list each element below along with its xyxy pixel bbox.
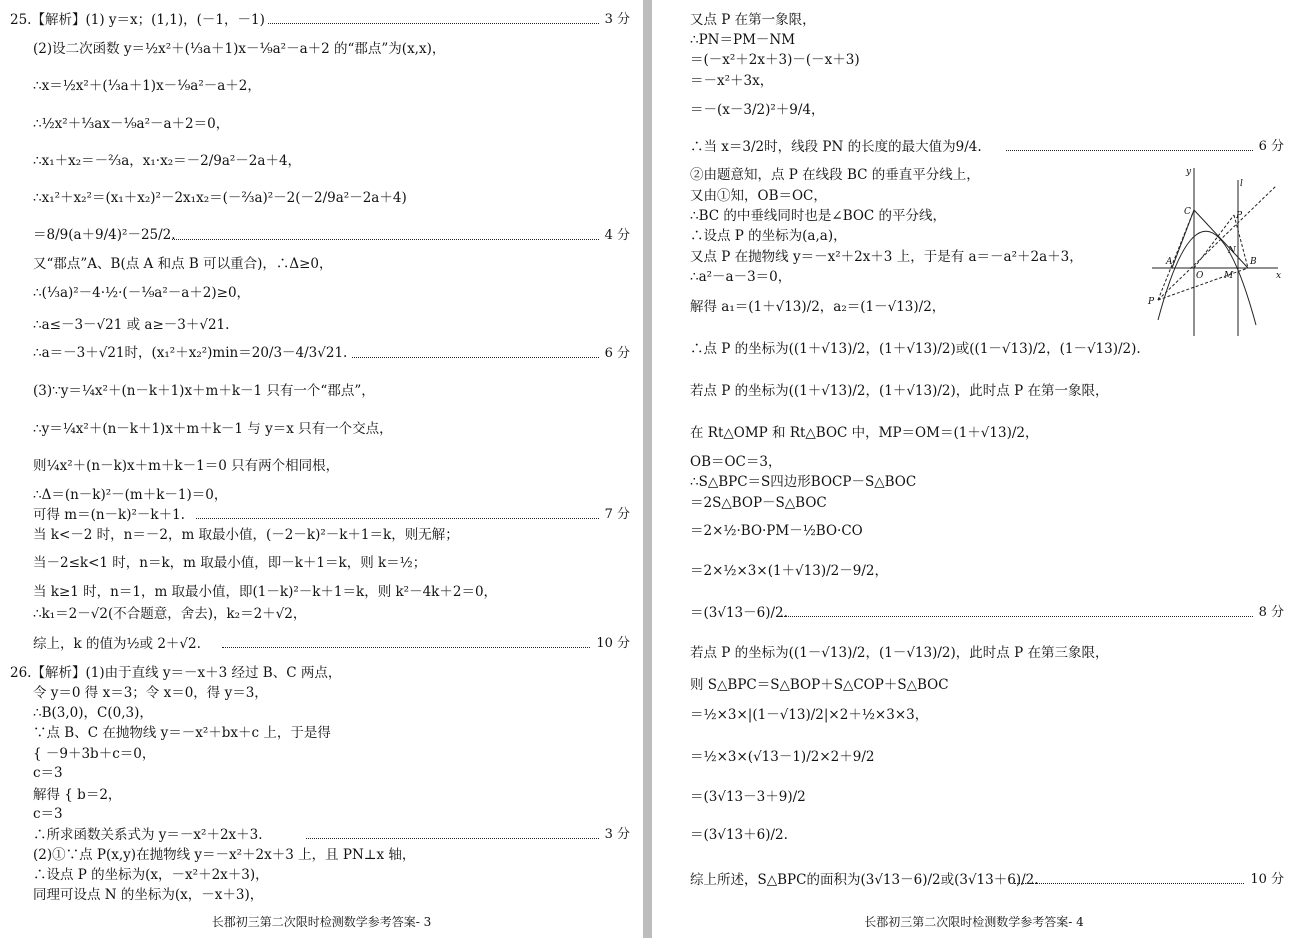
graph-label: N	[1228, 246, 1236, 256]
text-line: ＝½×3×|(1－√13)/2|×2＋½×3×3，	[690, 707, 929, 723]
text-line: ∴x₁＋x₂＝－⅔a，x₁·x₂＝－2/9a²－2a＋4，	[33, 153, 302, 169]
text-line: ∴x＝½x²＋(⅓a＋1)x－⅑a²－a＋2，	[33, 78, 261, 94]
score-label: 7 分	[604, 507, 630, 522]
graph-label: O	[1196, 271, 1204, 281]
graph-label: M	[1224, 271, 1234, 281]
text-line: ＝2×½·BO·PM－½BO·CO	[690, 523, 863, 539]
graph-label: P	[1236, 211, 1243, 221]
text-line: ∴Δ＝(n－k)²－(m＋k－1)＝0，	[33, 487, 228, 503]
graph-label: A	[1166, 257, 1173, 267]
score-label: 8 分	[1258, 605, 1284, 620]
text-line: ∴当 x＝3/2时，线段 PN 的长度的最大值为9/4.	[690, 139, 982, 155]
text-line: ∴a＝－3＋√21时，(x₁²＋x₂²)min＝20/3－4/3√21.	[33, 345, 348, 361]
score-label: 10 分	[596, 636, 630, 651]
text-line: 令 y＝0 得 x＝3；令 x＝0，得 y＝3，	[33, 685, 268, 701]
text-line: ∴BC 的中垂线同时也是∠BOC 的平分线，	[690, 208, 947, 224]
score-leader	[1006, 139, 1284, 155]
score-leader	[172, 228, 630, 244]
text-line: 同理可设点 N 的坐标为(x，－x＋3)，	[33, 887, 264, 903]
text-line: ∵点 B、C 在抛物线 y＝－x²＋bx＋c 上，于是得	[33, 725, 331, 741]
text-line: c＝3	[33, 806, 63, 822]
text-line: c＝3	[33, 765, 63, 781]
text-line: ＝(－x²＋2x＋3)－(－x＋3)	[690, 52, 860, 68]
graph-label: B	[1250, 257, 1257, 267]
text-line: ＝2×½×3×(1＋√13)/2－9/2，	[690, 563, 888, 579]
answer-page-left	[0, 0, 643, 938]
text-line: ∴½x²＋⅓ax－⅑a²－a＋2＝0，	[33, 116, 230, 132]
graph-label: l	[1240, 179, 1243, 189]
text-line: ∴点 P 的坐标为((1＋√13)/2，(1＋√13)/2)或((1－√13)/2，(1－√13)/2).	[690, 341, 1141, 357]
text-line: ∴a≤－3－√21 或 a≥－3＋√21.	[33, 317, 230, 333]
text-line: 若点 P 的坐标为((1＋√13)/2，(1＋√13)/2)，此时点 P 在第一象限，	[690, 383, 1109, 399]
score-leader	[196, 507, 630, 523]
text-line: 综上所述，S△BPC的面积为(3√13－6)/2或(3√13＋6)/2.	[690, 872, 1039, 888]
score-leader	[222, 636, 630, 652]
text-line: 又由①知，OB＝OC，	[690, 188, 827, 204]
text-line: ＝－x²＋3x，	[690, 73, 774, 89]
text-line: ∴x₁²＋x₂²＝(x₁＋x₂)²－2x₁x₂＝(－⅔a)²－2(－2/9a²－2a＋4)	[33, 190, 407, 206]
text-line: 解得 a₁＝(1＋√13)/2，a₂＝(1－√13)/2，	[690, 299, 946, 315]
text-line: ∴k₁＝2－√2(不合题意，舍去)，k₂＝2＋√2，	[33, 606, 307, 622]
text-line: OB＝OC＝3，	[690, 454, 782, 470]
text-line: 则¼x²＋(n－k)x＋m＋k－1＝0 只有两个相同根，	[33, 458, 340, 474]
score-leader	[352, 346, 630, 362]
text-line: ∴设点 P 的坐标为(x，－x²＋2x＋3)，	[33, 867, 269, 883]
text-line: ∴a²－a－3＝0，	[690, 269, 792, 285]
text-line: 若点 P 的坐标为((1－√13)/2，(1－√13)/2)，此时点 P 在第三象限，	[690, 645, 1109, 661]
page-footer: 长郡初三第二次限时检测数学参考答案- 4	[864, 915, 1084, 929]
graph-label: y	[1186, 167, 1192, 177]
text-line: 25.【解析】(1) y＝x；(1,1)，(－1，－1)	[10, 12, 265, 28]
text-line: 26.【解析】(1)由于直线 y＝－x＋3 经过 B、C 两点，	[10, 665, 342, 681]
text-line: ②由题意知，点 P 在线段 BC 的垂直平分线上，	[690, 167, 980, 183]
text-line: ∴设点 P 的坐标为(a,a)，	[690, 228, 847, 244]
text-line: 又点 P 在第一象限，	[690, 12, 816, 28]
score-label: 3 分	[604, 12, 630, 27]
page-footer: 长郡初三第二次限时检测数学参考答案- 3	[211, 915, 432, 929]
score-leader	[776, 605, 1284, 621]
text-line: { －9＋3b＋c＝0，	[33, 746, 156, 762]
score-label: 6 分	[1258, 139, 1284, 154]
text-line: ＝2S△BOP－S△BOC	[690, 495, 827, 511]
text-line: ∴PN＝PM－NM	[690, 32, 796, 48]
score-leader	[306, 827, 630, 843]
answer-page-right	[652, 0, 1296, 938]
text-line: ＝8/9(a＋9/4)²－25/2.	[33, 227, 176, 243]
text-line: 当 k<－2 时，n＝－2，m 取最小值，(－2－k)²－k＋1＝k，则无解；	[33, 527, 459, 543]
text-line: (2)设二次函数 y＝½x²＋(⅓a＋1)x－⅑a²－a＋2 的“郡点”为(x,x)，	[33, 41, 446, 57]
text-line: ＝½×3×(√13－1)/2×2＋9/2	[690, 749, 875, 765]
text-line: ∴S△BPC＝S四边形BOCP－S△BOC	[690, 474, 917, 490]
score-label: 10 分	[1250, 872, 1284, 887]
graph-label: x	[1276, 271, 1282, 281]
score-label: 6 分	[604, 346, 630, 361]
text-line: 又点 P 在抛物线 y＝－x²＋2x＋3 上，于是有 a＝－a²＋2a＋3，	[690, 249, 1083, 265]
text-line: ＝(3√13＋6)/2.	[690, 827, 788, 843]
text-line: 解得 { b＝2，	[33, 787, 122, 803]
text-line: ∴所求函数关系式为 y＝－x²＋2x＋3.	[33, 827, 263, 843]
text-line: ∴B(3,0)，C(0,3)，	[33, 705, 153, 721]
score-label: 4 分	[604, 228, 630, 243]
score-leader	[1014, 872, 1284, 888]
text-line: ＝(3√13－3＋9)/2	[690, 789, 806, 805]
text-line: 当－2≤k<1 时，n＝k，m 取最小值，即－k＋1＝k，则 k＝½；	[33, 555, 427, 571]
graph-label: P	[1148, 297, 1155, 307]
text-line: ＝－(x－3/2)²＋9/4，	[690, 102, 825, 118]
text-line: ∴y＝¼x²＋(n－k＋1)x＋m＋k－1 与 y＝x 只有一个交点，	[33, 421, 393, 437]
text-line: 综上，k 的值为½或 2＋√2.	[33, 636, 201, 652]
score-leader	[268, 12, 630, 28]
graph-label: C	[1184, 207, 1191, 217]
text-line: ＝(3√13－6)/2.	[690, 605, 788, 621]
text-line: ∴(⅓a)²－4·½·(－⅑a²－a＋2)≥0，	[33, 285, 251, 301]
text-line: 在 Rt△OMP 和 Rt△BOC 中，MP＝OM＝(1＋√13)/2，	[690, 425, 1039, 441]
score-label: 3 分	[604, 827, 630, 842]
text-line: (3)∵y＝¼x²＋(n－k＋1)x＋m＋k－1 只有一个“郡点”，	[33, 383, 375, 399]
text-line: 则 S△BPC＝S△BOP＋S△COP＋S△BOC	[690, 677, 949, 693]
text-line: (2)①∵点 P(x,y)在抛物线 y＝－x²＋2x＋3 上，且 PN⊥x 轴，	[33, 847, 416, 863]
text-line: 又“郡点”A、B(点 A 和点 B 可以重合)，∴Δ≥0，	[33, 256, 333, 272]
text-line: 当 k≥1 时，n＝1，m 取最小值，即(1－k)²－k＋1＝k，则 k²－4k＋2＝0，	[33, 584, 498, 600]
parabola-graph	[1146, 160, 1284, 342]
text-line: 可得 m＝(n－k)²－k＋1.	[33, 507, 185, 523]
